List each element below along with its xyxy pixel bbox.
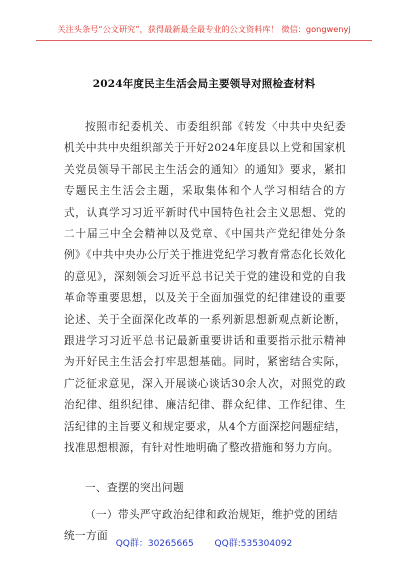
document-title: 2024年度民主生活会局主要领导对照检查材料: [92, 78, 316, 90]
section-heading: 一、查摆的突出问题: [85, 482, 184, 494]
footer-qq-group-1: QQ群：30265665: [115, 539, 194, 549]
footer-contacts: [0, 536, 408, 549]
header-divider: [36, 40, 372, 41]
sub-heading: （一）带头严守政治纪律和政治规矩，维护党的团结统一方面: [64, 509, 338, 543]
body-paragraph: 按照市纪委机关、市委组织部《转发〈中共中央纪委机关中共中央组织部关于开好2024年度县以上党和国家机关党员领导干部民主生活会的通知〉的通知》要求，紧扣专题民主生活会主题，采取集体和个人学习相结合的方式，认真学习习近平新时代中国特色社会主义思想、党的二十届三中全会精神以及党章、《中国共产党纪律处分条例》《中共中央办公厅关于推进党纪学习教育常态化长效化的意见》，深刻领会习近平总书记关于党的建设和党的自我革命等重要思想，以及关于全面加强党的纪律建设的重要论述、关于全面深化改革的一系列新思想新观点新论断，跟进学习习近平总书记最新重要讲话和重要指示批示精神为开好民主生活会打牢思想基础。同时，紧密结合实际，广泛征求意见，深入开展谈心谈话30余人次，对照党的政治纪律、组织纪律、廉洁纪律、群众纪律、工作纪律、生活纪律的主旨要义和规定要求，从4个方面深挖问题症结，找准思想根源，有针对性地明确了整改措施和努力方向。: [64, 121, 346, 455]
header-banner: 关注头条号“公文研究”，获得最新最全最专业的公文资料库！ 微信：gongwenyj: [57, 24, 351, 34]
footer-qq-group-2: QQ群:535304092: [214, 539, 293, 549]
document-body: [64, 117, 346, 460]
